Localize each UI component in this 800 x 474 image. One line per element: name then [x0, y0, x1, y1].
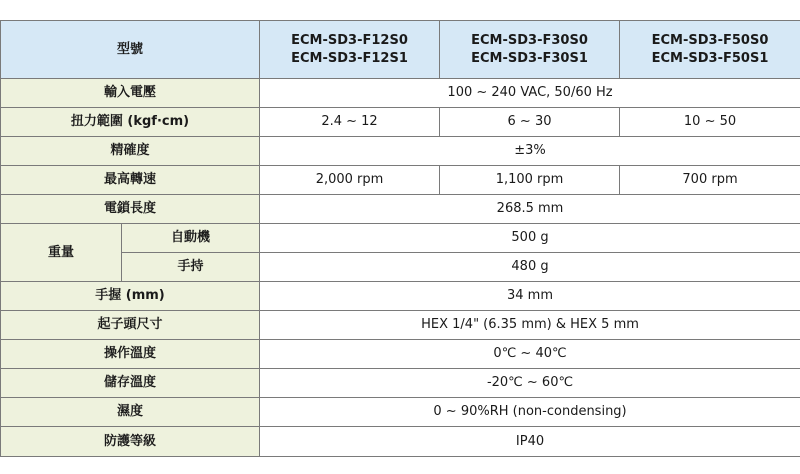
value-torque-f12: 2.4 ~ 12	[260, 108, 440, 137]
value-weight-handheld: 480 g	[260, 253, 800, 282]
label-humidity: 濕度	[1, 398, 260, 427]
label-weight-automatic: 自動機	[122, 224, 260, 253]
label-weight: 重量	[1, 224, 122, 282]
row-bit-size	[1, 311, 800, 340]
label-grip: 手握 (mm)	[1, 282, 260, 311]
label-operating-temp: 操作溫度	[1, 340, 260, 369]
value-speed-f12: 2,000 rpm	[260, 166, 440, 195]
value-torque-f30: 6 ~ 30	[440, 108, 620, 137]
label-weight-handheld: 手持	[122, 253, 260, 282]
row-humidity	[1, 398, 800, 427]
value-accuracy: ±3%	[260, 137, 800, 166]
value-torque-f50: 10 ~ 50	[620, 108, 800, 137]
value-input-power: 100 ~ 240 VAC, 50/60 Hz	[260, 79, 800, 108]
row-grip	[1, 282, 800, 311]
row-input-power	[1, 79, 800, 108]
header-model-f50	[620, 21, 800, 79]
model-f30-line1: ECM-SD3-F30S0	[471, 32, 588, 48]
model-f30-line2: ECM-SD3-F30S1	[471, 50, 588, 66]
row-cable-length	[1, 195, 800, 224]
value-bit-size: HEX 1/4" (6.35 mm) & HEX 5 mm	[260, 311, 800, 340]
label-accuracy: 精確度	[1, 137, 260, 166]
row-accuracy	[1, 137, 800, 166]
label-protection: 防護等級	[1, 427, 260, 457]
label-torque-range: 扭力範圍 (kgf·cm)	[1, 108, 260, 137]
spec-table	[0, 20, 800, 457]
row-torque-range	[1, 108, 800, 137]
row-weight-automatic	[1, 224, 800, 253]
model-f12-line2: ECM-SD3-F12S1	[291, 50, 408, 66]
label-storage-temp: 儲存溫度	[1, 369, 260, 398]
row-operating-temp	[1, 340, 800, 369]
value-storage-temp: -20℃ ~ 60℃	[260, 369, 800, 398]
header-row	[1, 21, 800, 79]
header-model-f30	[440, 21, 620, 79]
value-speed-f30: 1,100 rpm	[440, 166, 620, 195]
row-max-speed	[1, 166, 800, 195]
value-grip: 34 mm	[260, 282, 800, 311]
label-max-speed: 最高轉速	[1, 166, 260, 195]
row-protection	[1, 427, 800, 457]
value-speed-f50: 700 rpm	[620, 166, 800, 195]
row-storage-temp	[1, 369, 800, 398]
header-model-f12	[260, 21, 440, 79]
model-f50-line2: ECM-SD3-F50S1	[651, 50, 769, 66]
model-f12-line1: ECM-SD3-F12S0	[291, 32, 408, 48]
value-operating-temp: 0℃ ~ 40℃	[260, 340, 800, 369]
value-protection: IP40	[260, 427, 800, 457]
label-bit-size: 起子頭尺寸	[1, 311, 260, 340]
model-f50-line1: ECM-SD3-F50S0	[651, 32, 769, 48]
value-weight-automatic: 500 g	[260, 224, 800, 253]
label-input-power: 輸入電壓	[1, 79, 260, 108]
label-cable-length: 電鎖長度	[1, 195, 260, 224]
value-cable-length: 268.5 mm	[260, 195, 800, 224]
value-humidity: 0 ~ 90%RH (non-condensing)	[260, 398, 800, 427]
header-model-label: 型號	[1, 21, 260, 79]
